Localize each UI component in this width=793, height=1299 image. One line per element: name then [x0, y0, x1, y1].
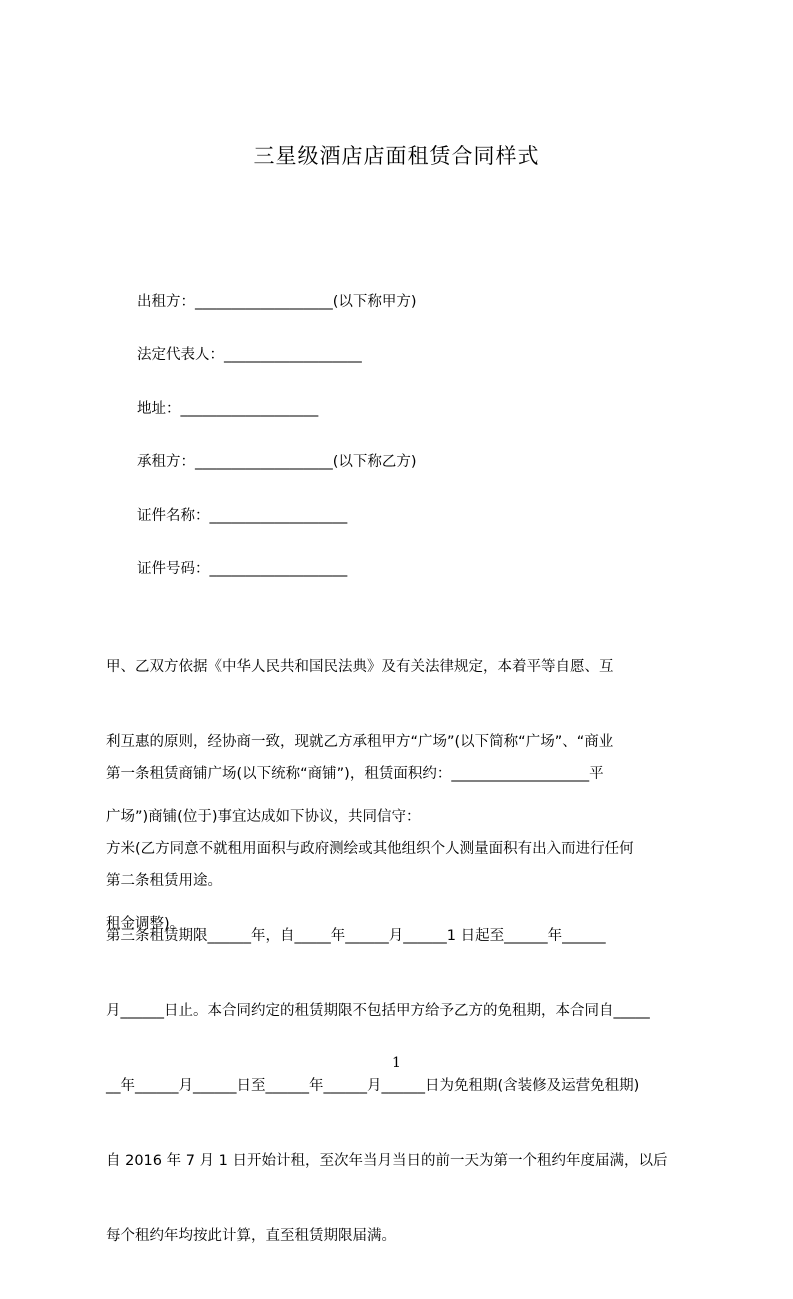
article-3-paragraph [106, 874, 696, 1299]
legal-representative-field: 法定代表人：___________________ [137, 347, 362, 363]
lessee-field: 承租方：___________________(以下称乙方) [137, 454, 417, 470]
preamble-line: 利互惠的原则，经协商一致，现就乙方承租甲方“广场”(以下简称“广场”、“商业 [106, 734, 614, 750]
article-1-line: 方米(乙方同意不就租用面积与政府测绘或其他组织个人测量面积有出入而进行任何 [106, 841, 634, 857]
article-3-line: 第三条租赁期限______年，自_____年______月______1 日起至______年______ [106, 928, 606, 944]
article-3-line: 每个租约年均按此计算，直至租赁期限届满。 [106, 1228, 396, 1244]
article-3-line: 自 2016 年 7 月 1 日开始计租，至次年当月当日的前一天为第一个租约年度届满，以后 [106, 1153, 668, 1169]
id-name-field: 证件名称：___________________ [137, 508, 348, 524]
preamble-line: 广场”)商铺(位于)事宜达成如下协议，共同信守： [106, 809, 421, 825]
page-number: 1 [392, 1055, 401, 1071]
article-3-line: __年______月______日至______年______月______日为免租期(含装修及运营免租期) [106, 1078, 640, 1094]
id-number-field: 证件号码：___________________ [137, 561, 348, 577]
preamble-line: 甲、乙双方依据《中华人民共和国民法典》及有关法律规定，本着平等自愿、互 [106, 659, 614, 675]
article-1-line: 第一条租赁商铺广场(以下统称“商铺”)，租赁面积约：___________________平 [106, 766, 604, 782]
article-3-line: 月______日止。本合同约定的租赁期限不包括甲方给予乙方的免租期，本合同自_____ [106, 1003, 650, 1019]
address-field: 地址：___________________ [137, 401, 319, 417]
article-2-line: 第二条租赁用途。 [106, 873, 222, 889]
document-title: 三星级酒店店面租赁合同样式 [253, 144, 540, 168]
article-1-line: 租金调整)。 [106, 916, 185, 932]
lessor-field: 出租方：___________________(以下称甲方) [137, 294, 417, 310]
